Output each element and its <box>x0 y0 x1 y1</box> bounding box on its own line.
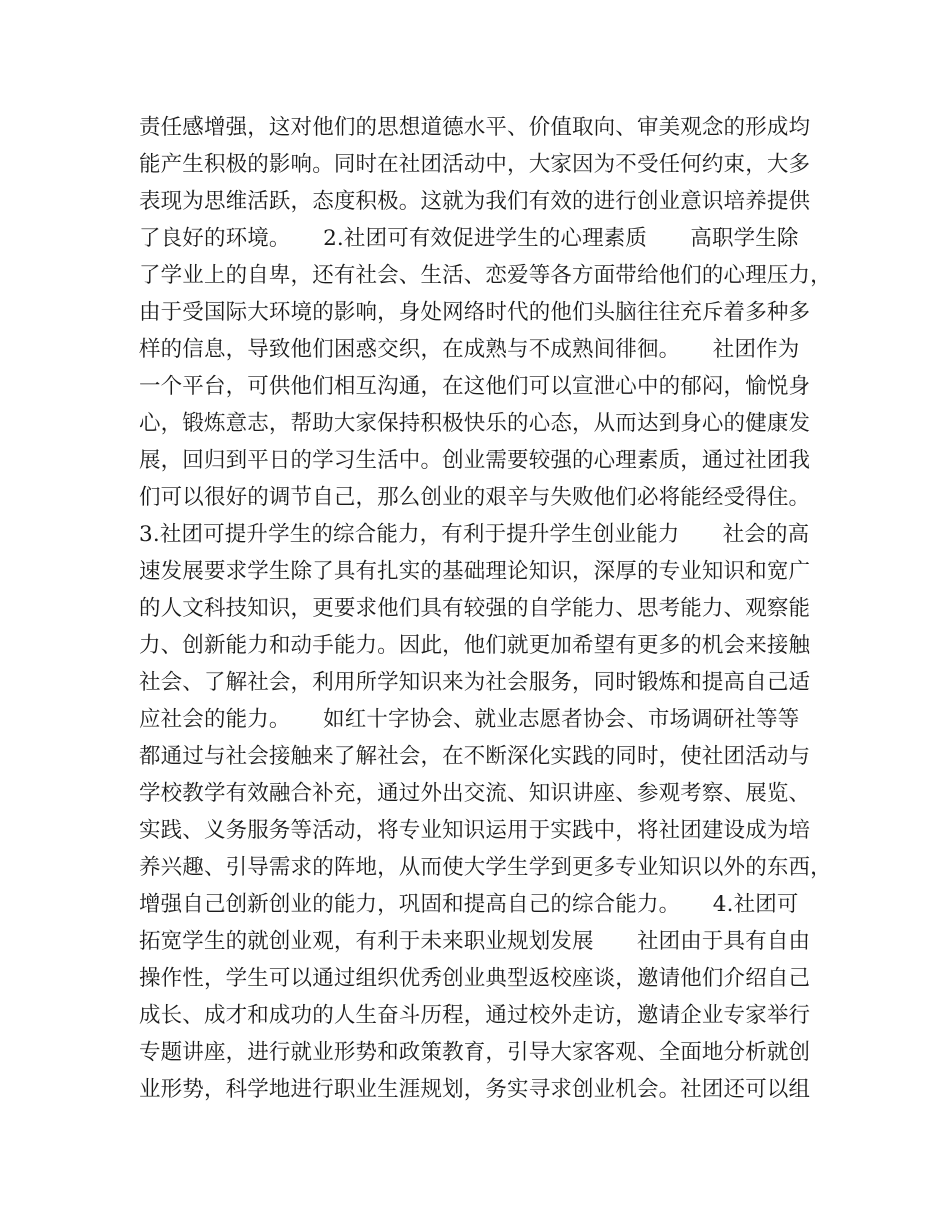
text-line: 展，回归到平日的学习生活中。创业需要较强的心理素质，通过社团我 <box>139 448 811 473</box>
text-line: 业形势，科学地进行职业生涯规划，务实寻求创业机会。社团还可以组 <box>139 1077 811 1102</box>
text-line: 样的信息，导致他们困惑交织，在成熟与不成熟间徘徊。 社团作为 <box>139 337 800 362</box>
text-line: 一个平台，可供他们相互沟通，在这他们可以宣泄心中的郁闷，愉悦身 <box>139 374 811 399</box>
text-line: 拓宽学生的就创业观，有利于未来职业规划发展 社团由于具有自由 <box>139 929 811 954</box>
text-line: 都通过与社会接触来了解社会，在不断深化实践的同时，使社团活动与 <box>139 744 811 769</box>
text-line: 们可以很好的调节自己，那么创业的艰辛与失败他们必将能经受得住。 <box>139 485 811 510</box>
text-line: 学校教学有效融合补充，通过外出交流、知识讲座、参观考察、展览、 <box>139 781 811 806</box>
text-line: 专题讲座，进行就业形势和政策教育，引导大家客观、全面地分析就创 <box>139 1040 811 1065</box>
text-line: 表现为思维活跃，态度积极。这就为我们有效的进行创业意识培养提供 <box>139 189 811 214</box>
text-line: 应社会的能力。 如红十字协会、就业志愿者协会、市场调研社等等 <box>139 707 800 732</box>
text-line: 心，锻炼意志，帮助大家保持积极快乐的心态，从而达到身心的健康发 <box>139 411 811 436</box>
text-line: 3.社团可提升学生的综合能力，有利于提升学生创业能力 社会的高 <box>139 522 810 547</box>
body-text <box>139 109 832 1108</box>
text-line: 了良好的环境。 2.社团可有效促进学生的心理素质 高职学生除 <box>139 226 799 251</box>
text-line: 由于受国际大环境的影响，身处网络时代的他们头脑往往充斥着多种多 <box>139 300 811 325</box>
text-line: 增强自己创新创业的能力，巩固和提高自己的综合能力。 4.社团可 <box>139 892 799 917</box>
text-line: 实践、义务服务等活动，将专业知识运用于实践中，将社团建设成为培 <box>139 818 811 843</box>
text-line: 能产生积极的影响。同时在社团活动中，大家因为不受任何约束，大多 <box>139 152 811 177</box>
text-line: 责任感增强，这对他们的思想道德水平、价值取向、审美观念的形成均 <box>139 115 811 140</box>
text-line: 的人文科技知识，更要求他们具有较强的自学能力、思考能力、观察能 <box>139 596 811 621</box>
text-line: 养兴趣、引导需求的阵地，从而使大学生学到更多专业知识以外的东西， <box>139 855 832 880</box>
text-line: 力、创新能力和动手能力。因此，他们就更加希望有更多的机会来接触 <box>139 633 811 658</box>
text-line: 成长、成才和成功的人生奋斗历程，通过校外走访，邀请企业专家举行 <box>139 1003 811 1028</box>
text-line: 操作性，学生可以通过组织优秀创业典型返校座谈，邀请他们介绍自己 <box>139 966 811 991</box>
text-line: 了学业上的自卑，还有社会、生活、恋爱等各方面带给他们的心理压力， <box>139 263 832 288</box>
text-line: 速发展要求学生除了具有扎实的基础理论知识，深厚的专业知识和宽广 <box>139 559 811 584</box>
text-line: 社会、了解社会，利用所学知识来为社会服务，同时锻炼和提高自己适 <box>139 670 811 695</box>
